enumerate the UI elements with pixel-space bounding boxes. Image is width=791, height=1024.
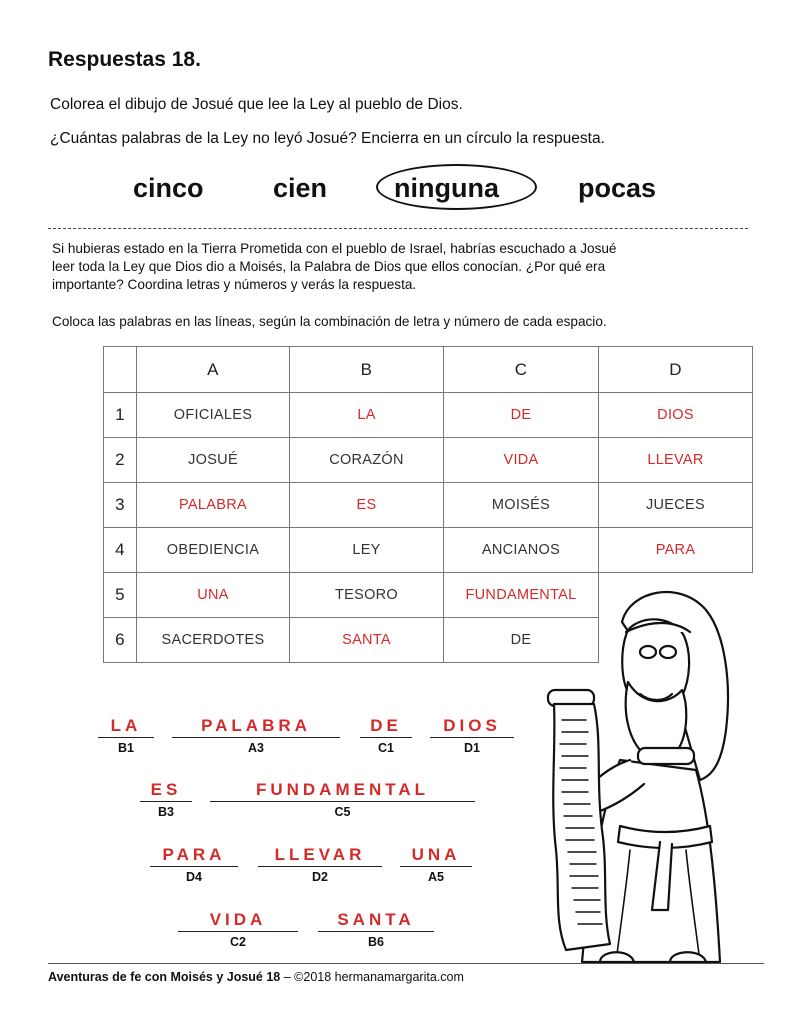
answer-code: A3 xyxy=(248,741,264,755)
answer-word: PALABRA xyxy=(201,716,311,735)
answer-slot xyxy=(400,845,472,885)
answer-circle xyxy=(376,164,537,210)
grid-cell: SANTA xyxy=(290,618,444,663)
grid-cell: LEY xyxy=(290,528,444,573)
answer-word: PARA xyxy=(162,845,226,864)
answer-code: B6 xyxy=(368,935,384,949)
placement-instruction: Coloca las palabras en las líneas, según la combinación de letra y número de cada espacio. xyxy=(52,314,607,329)
answer-line xyxy=(140,801,192,802)
answer-code: D4 xyxy=(186,870,202,884)
footer-divider xyxy=(48,963,764,964)
row-number: 1 xyxy=(104,393,137,438)
instruction-color: Colorea el dibujo de Josué que lee la Ley al pueblo de Dios. xyxy=(50,96,463,113)
grid-cell: JOSUÉ xyxy=(137,438,290,483)
answer-slot xyxy=(258,845,382,885)
grid-cell: CORAZÓN xyxy=(290,438,444,483)
answer-line xyxy=(430,737,514,738)
row-number: 5 xyxy=(104,573,137,618)
grid-cell: PARA xyxy=(599,528,753,573)
answer-code: C2 xyxy=(230,935,246,949)
answer-word: SANTA xyxy=(337,910,415,929)
answer-slot xyxy=(150,845,238,885)
grid-corner xyxy=(104,347,137,393)
answer-code: B1 xyxy=(118,741,134,755)
grid-cell: OFICIALES xyxy=(137,393,290,438)
option-ninguna[interactable]: ninguna xyxy=(394,173,499,203)
row-number: 3 xyxy=(104,483,137,528)
grid-cell: MOISÉS xyxy=(444,483,599,528)
grid-cell: ES xyxy=(290,483,444,528)
answer-code: C5 xyxy=(334,805,351,819)
answer-word: LA xyxy=(110,716,142,735)
answer-code: A5 xyxy=(428,870,444,884)
answer-code: D2 xyxy=(312,870,328,884)
grid-row xyxy=(104,528,753,573)
answer-line xyxy=(172,737,340,738)
answer-slot xyxy=(178,910,298,950)
answer-line xyxy=(98,737,154,738)
answer-line xyxy=(360,737,412,738)
answer-line xyxy=(258,866,382,867)
grid-cell: UNA xyxy=(137,573,290,618)
instruction-question: ¿Cuántas palabras de la Ley no leyó Josué? Encierra en un círculo la respuesta. xyxy=(50,130,605,147)
grid-cell: VIDA xyxy=(444,438,599,483)
answer-slot xyxy=(318,910,434,950)
answer-slot xyxy=(140,780,192,820)
answer-word: DE xyxy=(370,716,402,735)
answer-word: VIDA xyxy=(209,910,267,929)
grid-cell: DE xyxy=(444,393,599,438)
column-header: D xyxy=(599,347,753,393)
column-header: C xyxy=(444,347,599,393)
grid-cell: OBEDIENCIA xyxy=(137,528,290,573)
footer xyxy=(48,970,464,984)
paragraph-line: leer toda la Ley que Dios dio a Moisés, la Palabra de Dios que ellos conocían. ¿Por qué era xyxy=(52,259,606,274)
answer-slot xyxy=(360,716,412,756)
explanation-paragraph xyxy=(52,240,752,294)
joshua-reading-illustration xyxy=(510,570,770,980)
footer-copyright: – ©2018 hermanamargarita.com xyxy=(280,970,464,984)
grid-cell: SACERDOTES xyxy=(137,618,290,663)
answer-code: B3 xyxy=(158,805,174,819)
answer-slot xyxy=(172,716,340,756)
answer-word: UNA xyxy=(411,845,461,864)
answer-code: D1 xyxy=(464,741,480,755)
answer-line xyxy=(150,866,238,867)
grid-cell: ANCIANOS xyxy=(444,528,599,573)
grid-row xyxy=(104,438,753,483)
page-title: Respuestas 18. xyxy=(48,48,201,71)
option-cinco[interactable]: cinco xyxy=(133,173,204,203)
answer-line xyxy=(400,866,472,867)
footer-title: Aventuras de fe con Moisés y Josué 18 xyxy=(48,970,281,984)
grid-cell: TESORO xyxy=(290,573,444,618)
paragraph-line: importante? Coordina letras y números y verás la respuesta. xyxy=(52,277,417,292)
answer-slot xyxy=(430,716,514,756)
answer-line xyxy=(178,931,298,932)
column-header: A xyxy=(137,347,290,393)
answer-word: FUNDAMENTAL xyxy=(255,780,430,799)
grid-cell: FUNDAMENTAL xyxy=(444,573,599,618)
answer-word: LLEVAR xyxy=(274,845,366,864)
option-cien[interactable]: cien xyxy=(273,173,328,203)
answer-word: DIOS xyxy=(443,716,501,735)
grid-row xyxy=(104,393,753,438)
answer-line xyxy=(210,801,475,802)
answer-line xyxy=(318,931,434,932)
answer-word: ES xyxy=(150,780,182,799)
row-number: 6 xyxy=(104,618,137,663)
answer-slot xyxy=(98,716,154,756)
grid-cell: LA xyxy=(290,393,444,438)
grid-cell: LLEVAR xyxy=(599,438,753,483)
dashed-divider xyxy=(48,228,748,229)
row-number: 2 xyxy=(104,438,137,483)
answer-slot xyxy=(210,780,475,820)
answer-code: C1 xyxy=(378,741,394,755)
column-header: B xyxy=(290,347,444,393)
paragraph-line: Si hubieras estado en la Tierra Prometida con el pueblo de Israel, habrías escuchado a Josué xyxy=(52,241,617,256)
grid-cell: PALABRA xyxy=(137,483,290,528)
grid-row xyxy=(104,483,753,528)
row-number: 4 xyxy=(104,528,137,573)
grid-cell: DIOS xyxy=(599,393,753,438)
grid-cell: JUECES xyxy=(599,483,753,528)
grid-cell: DE xyxy=(444,618,599,663)
option-pocas[interactable]: pocas xyxy=(578,173,657,203)
